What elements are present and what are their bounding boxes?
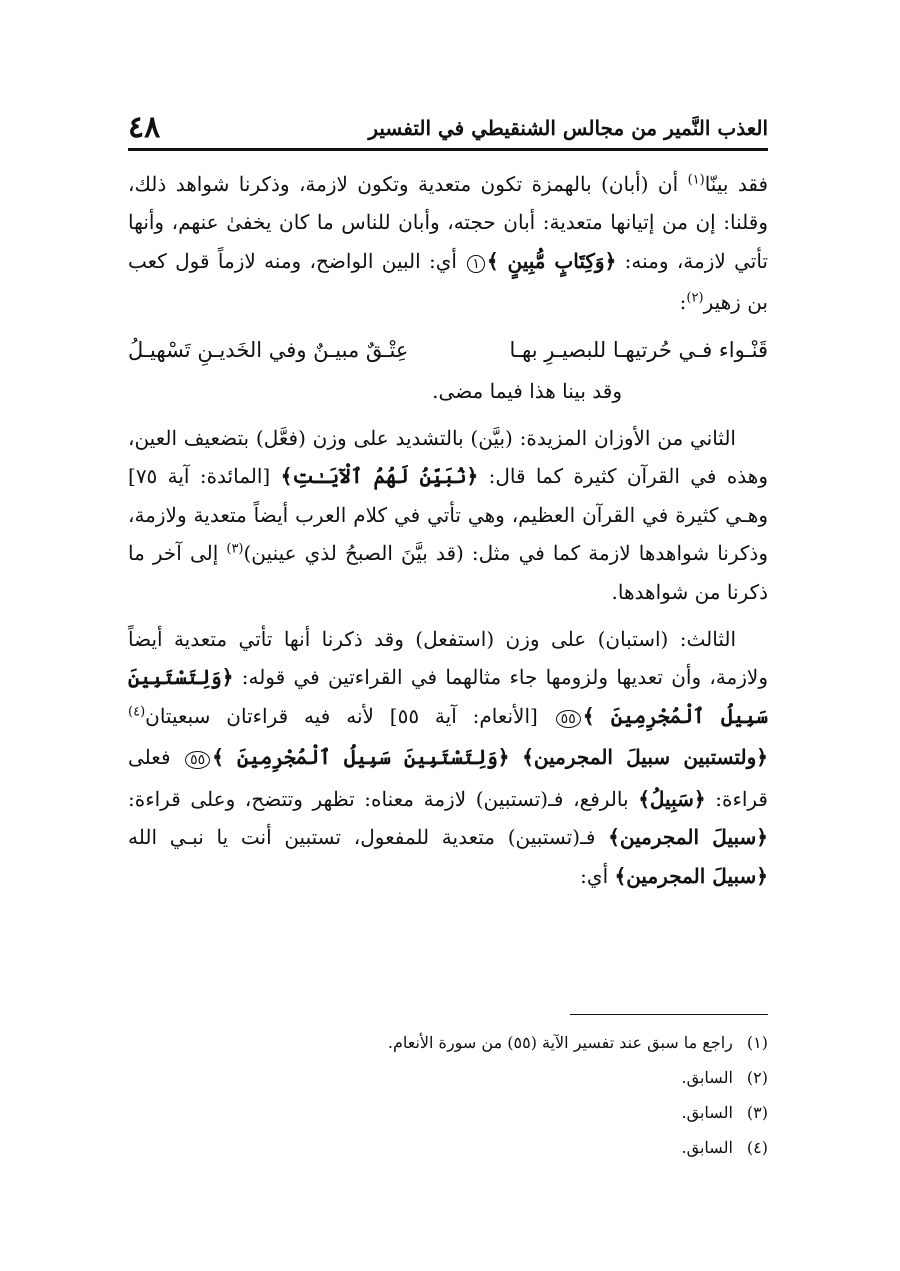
- page-number: ٤٨: [128, 110, 161, 145]
- footnote-item: [128, 1130, 768, 1165]
- quran-quote: ﴿وَلِتَسْتَبِينَ سَبِيلُ ٱلْمُجْرِمِينَ ﴾: [128, 665, 768, 728]
- quran-quote: ﴿وَلِتَسْتَبِينَ سَبِيلُ ٱلْمُجْرِمِينَ ﴾: [212, 745, 510, 770]
- verse-number: ٥٥: [556, 710, 581, 728]
- text-run: أن (أبان) بالهمزة تكون متعدية وتكون لازمة، وذكرنا شواهد ذلك، وقلنا: إن من إتيانها متعدية: أبان حجته، وأبان للناس ما كان يخفىٰ عنهم، وأنها تأتي لازمة، ومنه:: [128, 172, 768, 273]
- footnote-number: (٤): [746, 1138, 768, 1157]
- footnote-item: [128, 1095, 768, 1130]
- footnote-item: [128, 1025, 768, 1060]
- quran-quote: ﴿سبيلَ المجرمين﴾: [608, 825, 768, 850]
- footnote-number: (٢): [746, 1068, 768, 1087]
- footnote-marker: (٣): [226, 541, 244, 557]
- footnote-text: راجع ما سبق عند تفسير الآية (٥٥) من سورة الأنعام.: [387, 1033, 733, 1052]
- quran-quote: ﴿نُبَيِّنُ لَهُمُ ٱلْآيَـٰتِ﴾: [280, 464, 479, 489]
- text-run: فعلى قراءة:: [128, 745, 768, 811]
- page-header: [128, 100, 768, 148]
- footnote-number: (٣): [746, 1103, 768, 1122]
- verse-number: ١: [467, 255, 485, 273]
- footnote-separator: [570, 1014, 768, 1015]
- text-run: [510, 745, 523, 769]
- text-run: بالرفع، فـ(تستبين) لازمة معناه: تظهر وتتضح، وعلى قراءة:: [128, 786, 639, 811]
- text-run: فقد بينّا: [704, 172, 769, 196]
- footnote-text: السابق.: [681, 1138, 733, 1157]
- footnote-marker: (٤): [128, 704, 146, 720]
- footnote-text: السابق.: [681, 1068, 733, 1087]
- footnotes: [128, 1025, 768, 1165]
- running-title: العذب النَّمير من مجالس الشنقيطي في التفسير: [368, 116, 768, 140]
- footnote-marker: (١): [687, 172, 705, 188]
- after-poem-line: وقد بينا هذا فيما مضى.: [432, 378, 622, 403]
- header-rule: [128, 148, 768, 151]
- poetry-verse: [128, 328, 768, 372]
- footnote-marker: (٢): [686, 290, 704, 306]
- hemistich-first: قَنْـواء فـي حُرتيهـا للبصيـرِ بهـا: [509, 337, 768, 362]
- quran-quote: ﴿سَبِيلُ﴾: [638, 786, 706, 811]
- footnote-item: [128, 1060, 768, 1095]
- verse-number: ٥٥: [185, 751, 210, 769]
- hemistich-second: عِتْـقٌ مبيـنٌ وفي الخَديـنِ تَسْهيـلُ: [128, 337, 409, 362]
- text-run: أي:: [580, 863, 615, 888]
- text-run: :: [679, 290, 687, 315]
- quran-quote: ﴿وَكِتَابٍ مُّبِينٍ ﴾: [486, 248, 617, 273]
- text-run: الثاني من الأوزان المزيدة: (بيَّن) بالتشديد على وزن (فعَّل) بتضعيف العين، وهذه في القرآن كثيرة كما قال:: [128, 426, 768, 489]
- quran-quote: ﴿ولتستبين سبيلَ المجرمين﴾: [522, 745, 769, 770]
- text-run: إلى آخر ما ذكرنا من شواهدها.: [128, 541, 768, 604]
- paragraph-3: [128, 620, 768, 895]
- paragraph-1: [128, 165, 768, 322]
- text-run: [المائدة: آية ٧٥] وهـي كثيرة في القرآن العظيم، وهي تأتي في كلام العرب أيضاً متعدية ولازمة، وذكرنا شواهدها لازمة كما في مثل: (قد بيَّنَ الصبحُ لذي عينين): [128, 464, 768, 566]
- text-run: فـ(تستبين) متعدية للمفعول، تستبين أنت يا نبـي الله: [128, 825, 609, 850]
- footnote-number: (١): [746, 1033, 768, 1052]
- page-body: [128, 165, 768, 895]
- text-run: أي: البين الواضح، ومنه لازماً قول كعب بن زهير: [128, 248, 768, 315]
- quran-quote: ﴿سبيلَ المجرمين﴾: [614, 863, 768, 888]
- text-run: الثالث: (استبان) على وزن (استفعل) وقد ذكرنا أنها تأتي متعدية أيضاً ولازمة، وأن تعديها ولزومها جاء مثالهما في القراءتين في قوله:: [128, 627, 768, 690]
- text-run: [الأنعام: آية ٥٥] لأنه فيه قراءتان سبعيتان: [145, 703, 554, 728]
- footnote-text: السابق.: [681, 1103, 733, 1122]
- paragraph-2: [128, 419, 768, 611]
